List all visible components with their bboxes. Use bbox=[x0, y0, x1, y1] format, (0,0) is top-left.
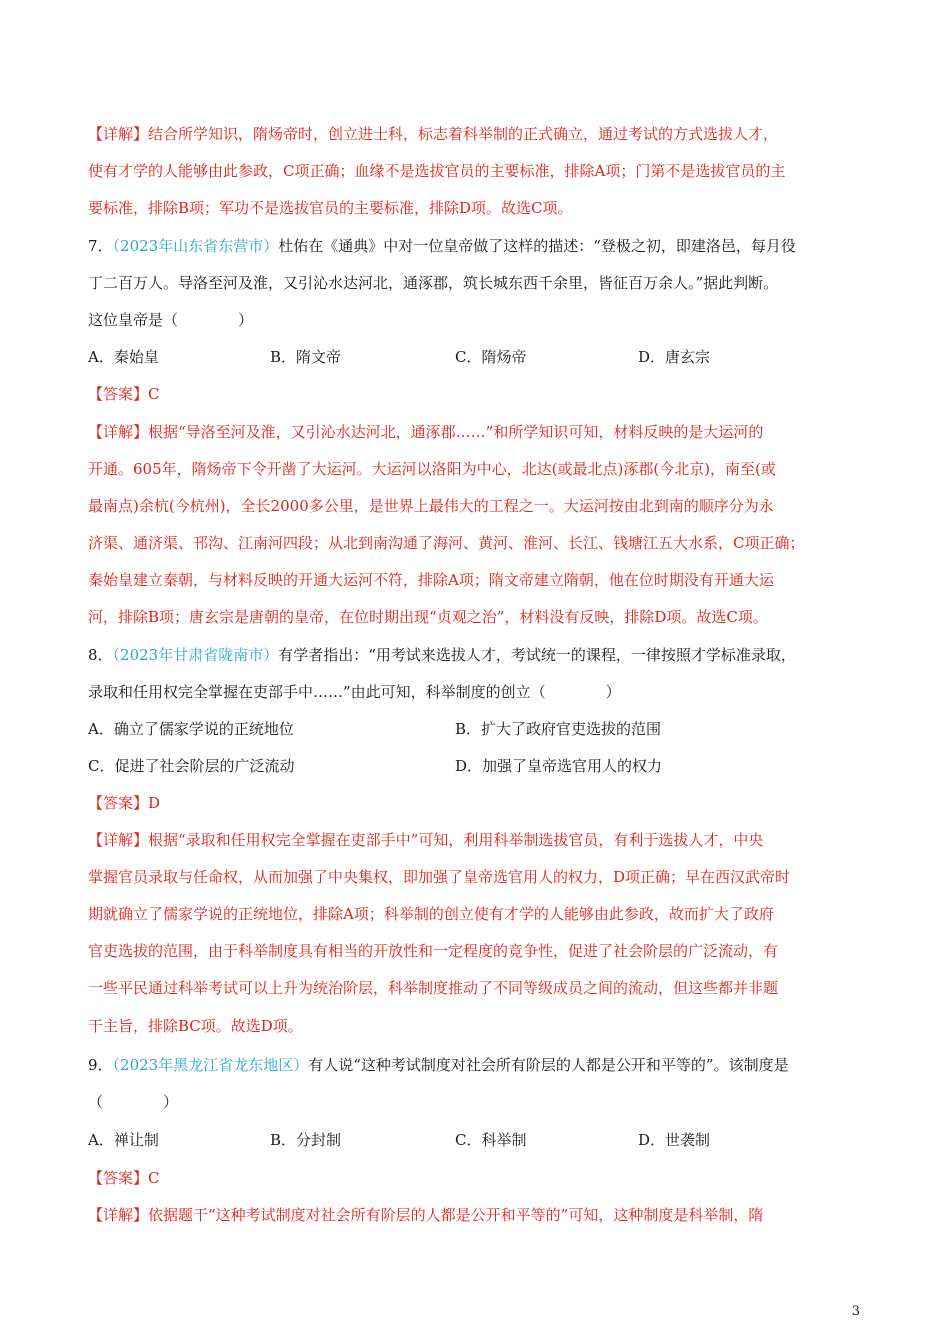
q8-detail-line-5: 一些平民通过科举考试可以上升为统治阶层，科举制度推动了不同等级成员之间的流动，但这些都并非题 bbox=[88, 979, 779, 997]
q7-stem-line-3: 这位皇帝是（ ） bbox=[88, 311, 254, 329]
q8-detail-line-4: 官吏选拔的范围，由于科举制度具有相当的开放性和一定程度的竞争性，促进了社会阶层的广泛流动，有 bbox=[88, 942, 779, 960]
q9-option-a: A．禅让制 bbox=[88, 1131, 159, 1149]
q8-source: （2023年甘肃省陇南市） bbox=[112, 646, 279, 664]
q9-detail-line-1: 【详解】依据题干“这种考试制度对社会所有阶层的人都是公开和平等的”可知，这种制度是科举制，隋 bbox=[88, 1206, 764, 1224]
q9-text: 有人说“这种考试制度对社会所有阶层的人都是公开和平等的”。该制度是 bbox=[308, 1056, 789, 1074]
q7-detail-line-3: 最南点)余杭(今杭州)，全长2000多公里，是世界上最伟大的工程之一。大运河按由北到南的顺序分为永 bbox=[88, 497, 774, 515]
q8-option-c: C．促进了社会阶层的广泛流动 bbox=[88, 757, 295, 775]
q8-number: 8． bbox=[88, 646, 113, 664]
q7-stem-line-2: 丁二百万人。导洛至河及淮，又引沁水达河北，通涿郡，筑长城东西千余里，皆征百万余人。”据此判断。 bbox=[88, 274, 779, 292]
q8-detail-line-1: 【详解】根据“录取和任用权完全掌握在吏部手中”可知，利用科举制选拔官员，有利于选拔人才，中央 bbox=[88, 831, 764, 849]
q8-option-b: B．扩大了政府官吏选拔的范围 bbox=[455, 720, 662, 738]
q8-stem-line-2: 录取和任用权完全掌握在吏部手中……”由此可知，科举制度的创立（ ） bbox=[88, 683, 621, 701]
q7-source: （2023年山东省东营市） bbox=[112, 237, 279, 255]
q7-number: 7． bbox=[88, 237, 113, 255]
q9-stem-line-2: （ ） bbox=[88, 1093, 179, 1111]
q9-source: （2023年黑龙江省龙东地区） bbox=[112, 1056, 309, 1074]
q9-stem-line-1 bbox=[88, 1055, 868, 1075]
q6-detail-line-1: 【详解】结合所学知识，隋炀帝时，创立进士科，标志着科举制的正式确立，通过考试的方式选拔人才， bbox=[88, 125, 779, 143]
q9-option-d: D．世袭制 bbox=[638, 1131, 711, 1149]
q9-option-c: C．科举制 bbox=[455, 1131, 527, 1149]
q9-option-b: B．分封制 bbox=[270, 1131, 342, 1149]
q9-number: 9． bbox=[88, 1056, 113, 1074]
q7-option-c: C．隋炀帝 bbox=[455, 348, 527, 366]
q6-detail-line-3: 要标准，排除B项；军功不是选拔官员的主要标准，排除D项。故选C项。 bbox=[88, 199, 573, 217]
q7-detail-line-5: 秦始皇建立秦朝，与材料反映的开通大运河不符，排除A项；隋文帝建立隋朝，他在位时期没有开通大运 bbox=[88, 571, 774, 589]
q7-detail-line-4: 济渠、通济渠、邗沟、江南河四段；从北到南沟通了海河、黄河、淮河、长江、钱塘江五大水系，C项正确； bbox=[88, 534, 805, 552]
q6-detail-line-2: 使有才学的人能够由此参政，C项正确；血缘不是选拔官员的主要标准，排除A项；门第不是选拔官员的主 bbox=[88, 162, 786, 180]
q7-detail-line-2: 开通。605年，隋炀帝下令开凿了大运河。大运河以洛阳为中心，北达(或最北点)涿郡(今北京)，南至(或 bbox=[88, 460, 776, 478]
q7-text: 杜佑在《通典》中对一位皇帝做了这样的描述：“登极之初，即建洛邑，每月役 bbox=[278, 237, 796, 255]
q7-answer: 【答案】C bbox=[88, 385, 160, 403]
q7-option-a: A．秦始皇 bbox=[88, 348, 159, 366]
q8-stem-line-1 bbox=[88, 645, 868, 665]
q7-detail-line-6: 河，排除B项；唐玄宗是唐朝的皇帝，在位时期出现“贞观之治”，材料没有反映，排除D项。故选C项。 bbox=[88, 608, 768, 626]
q8-detail-line-2: 掌握官员录取与任命权，从而加强了中央集权，即加强了皇帝选官用人的权力，D项正确；早在西汉武帝时 bbox=[88, 868, 791, 886]
q8-option-a: A．确立了儒家学说的正统地位 bbox=[88, 720, 294, 738]
q8-text: 有学者指出：“用考试来选拔人才，考试统一的课程，一律按照才学标准录取， bbox=[278, 646, 796, 664]
q7-option-d: D．唐玄宗 bbox=[638, 348, 711, 366]
q9-answer: 【答案】C bbox=[88, 1169, 160, 1187]
q7-option-b: B．隋文帝 bbox=[270, 348, 342, 366]
q8-detail-line-6: 干主旨，排除BC项。故选D项。 bbox=[88, 1017, 303, 1035]
q8-option-d: D．加强了皇帝选官用人的权力 bbox=[455, 757, 663, 775]
q7-stem-line-1 bbox=[88, 236, 868, 256]
page-number: 3 bbox=[851, 1304, 860, 1319]
q7-detail-line-1: 【详解】根据“导洛至河及淮，又引沁水达河北，通涿郡……”和所学知识可知，材料反映的是大运河的 bbox=[88, 423, 764, 441]
q8-answer: 【答案】D bbox=[88, 794, 161, 812]
q8-detail-line-3: 期就确立了儒家学说的正统地位，排除A项；科举制的创立使有才学的人能够由此参政，故而扩大了政府 bbox=[88, 905, 774, 923]
